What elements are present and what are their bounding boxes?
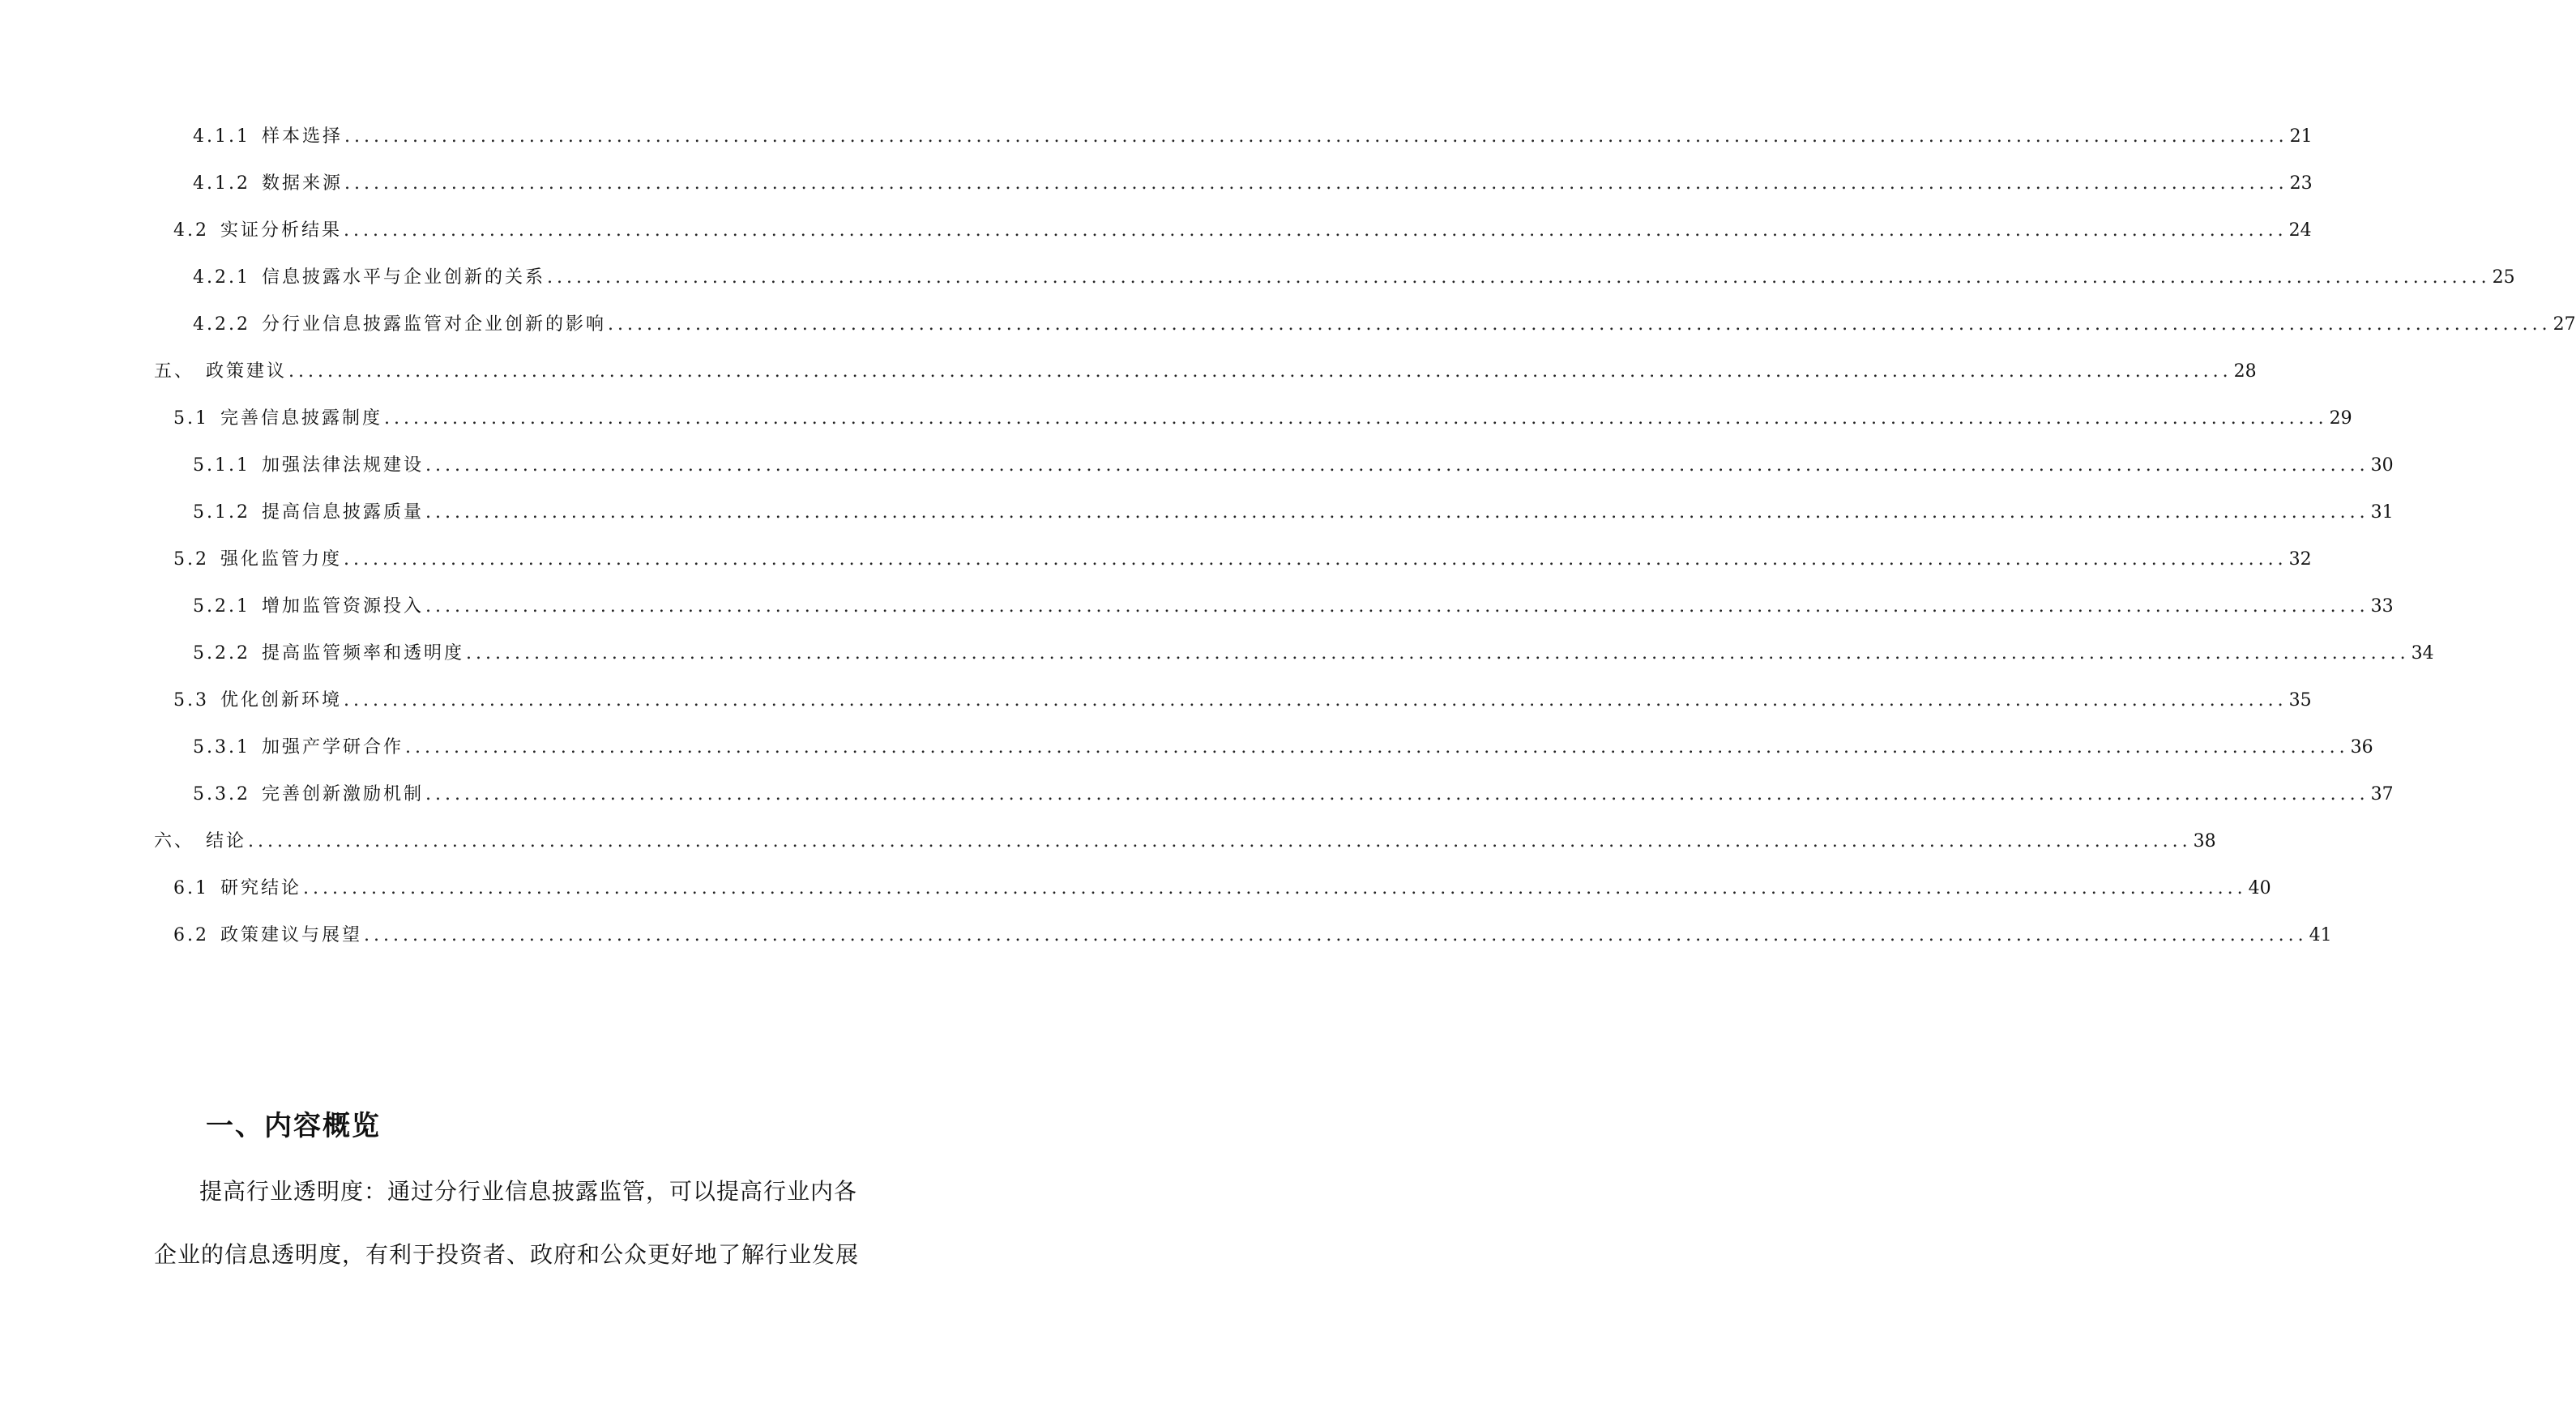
- toc-entry[interactable]: [193, 254, 2515, 288]
- toc-entry-page: 27: [2553, 314, 2576, 335]
- body-paragraph: 提高行业透明度：通过分行业信息披露监管，可以提高行业内各企业的信息透明度，有利于投资者、政府和公众更好地了解行业发展: [154, 1178, 860, 1268]
- toc-entry-number: 5.2: [173, 549, 209, 570]
- toc-leader-dots: ........................................................................................................................................................................................................: [425, 502, 2369, 523]
- toc-entry-title: 加强法律法规建设: [261, 455, 424, 476]
- toc-entry-number: 4.2.1: [193, 267, 250, 288]
- toc-entry-number: 6.1: [173, 878, 209, 898]
- toc-entry-page: 32: [2288, 549, 2312, 570]
- toc-entry-page: 34: [2411, 643, 2434, 664]
- toc-entry[interactable]: [193, 724, 2373, 757]
- toc-entry-number: 4.2.2: [193, 314, 250, 335]
- toc-entry-number: 5.1.1: [193, 455, 250, 476]
- toc-entry-title: 增加监管资源投入: [261, 596, 424, 617]
- toc-leader-dots: ........................................................................................................................................................................................................: [344, 173, 2288, 194]
- toc-entry[interactable]: [173, 395, 2352, 429]
- toc-entry-number: 5.2.2: [193, 643, 250, 664]
- toc-entry-page: 41: [2309, 925, 2332, 945]
- toc-entry-number: 5.3: [173, 690, 209, 710]
- toc-entry-page: 29: [2329, 408, 2352, 429]
- toc-entry-title: 加强产学研合作: [261, 737, 404, 757]
- toc-leader-dots: ........................................................................................................................................................................................................: [344, 220, 2288, 241]
- toc-entry-title: 数据来源: [261, 173, 343, 194]
- toc-entry-page: 21: [2289, 126, 2313, 147]
- toc-entry-number: 4.2: [173, 220, 209, 241]
- toc-entry[interactable]: [193, 771, 2394, 804]
- toc-entry[interactable]: [193, 160, 2313, 194]
- toc-entry-title: 政策建议: [206, 361, 288, 382]
- toc-entry-page: 33: [2370, 596, 2394, 617]
- toc-entry[interactable]: [173, 536, 2312, 570]
- toc-leader-dots: ........................................................................................................................................................................................................: [466, 643, 2410, 664]
- toc-entry-page: 38: [2193, 831, 2216, 851]
- toc-leader-dots: ........................................................................................................................................................................................................: [248, 831, 2192, 851]
- toc-entry[interactable]: [193, 113, 2313, 147]
- toc-entry-title: 强化监管力度: [220, 549, 343, 570]
- toc-entry-number: 六、: [154, 831, 195, 851]
- toc-entry-title: 政策建议与展望: [220, 925, 363, 945]
- toc-entry[interactable]: [173, 207, 2312, 241]
- toc-leader-dots: ........................................................................................................................................................................................................: [344, 549, 2288, 570]
- toc-entry-page: 23: [2289, 173, 2313, 194]
- toc-leader-dots: ........................................................................................................................................................................................................: [303, 878, 2247, 898]
- toc-entry-number: 4.1.1: [193, 126, 250, 147]
- toc-entry-page: 35: [2288, 690, 2312, 710]
- toc-entry[interactable]: [154, 818, 2216, 851]
- toc-leader-dots: ........................................................................................................................................................................................................: [425, 784, 2369, 804]
- toc-entry[interactable]: [173, 677, 2312, 710]
- toc-entry[interactable]: [193, 301, 2576, 335]
- toc-entry-title: 提高监管频率和透明度: [261, 643, 464, 664]
- toc-leader-dots: ........................................................................................................................................................................................................: [608, 314, 2552, 335]
- toc-entry-number: 五、: [154, 361, 195, 382]
- toc-entry[interactable]: [173, 865, 2271, 898]
- toc-entry-title: 研究结论: [220, 878, 302, 898]
- toc-entry-page: 28: [2233, 361, 2257, 382]
- toc-leader-dots: ........................................................................................................................................................................................................: [364, 925, 2308, 945]
- toc-entry[interactable]: [154, 348, 2257, 382]
- toc-entry-number: 5.3.1: [193, 737, 250, 757]
- toc-entry[interactable]: [193, 489, 2394, 523]
- toc-leader-dots: ........................................................................................................................................................................................................: [344, 690, 2288, 710]
- toc-entry-number: 6.2: [173, 925, 209, 945]
- toc-entry[interactable]: [193, 583, 2394, 617]
- toc-entry-page: 30: [2370, 455, 2394, 476]
- toc-entry-page: 40: [2248, 878, 2271, 898]
- toc-entry-title: 实证分析结果: [220, 220, 343, 241]
- toc-entry-title: 优化创新环境: [220, 690, 343, 710]
- toc-entry-page: 36: [2350, 737, 2373, 757]
- toc-entry-title: 提高信息披露质量: [261, 502, 424, 523]
- toc-entry-number: 4.1.2: [193, 173, 250, 194]
- toc-entry-number: 5.1.2: [193, 502, 250, 523]
- toc-entry-number: 5.2.1: [193, 596, 250, 617]
- toc-entry-page: 25: [2492, 267, 2515, 288]
- toc-entry-page: 37: [2370, 784, 2394, 804]
- toc-leader-dots: ........................................................................................................................................................................................................: [288, 361, 2232, 382]
- toc-entry[interactable]: [193, 442, 2394, 476]
- toc-entry-title: 样本选择: [261, 126, 343, 147]
- toc-entry-number: 5.3.2: [193, 784, 250, 804]
- toc-leader-dots: ........................................................................................................................................................................................................: [547, 267, 2491, 288]
- toc-leader-dots: ........................................................................................................................................................................................................: [425, 455, 2369, 476]
- toc-entry[interactable]: [193, 630, 2434, 664]
- toc-entry-title: 结论: [206, 831, 247, 851]
- toc-entry-title: 分行业信息披露监管对企业创新的影响: [261, 314, 606, 335]
- toc-entry-title: 信息披露水平与企业创新的关系: [261, 267, 545, 288]
- toc-entry-page: 24: [2288, 220, 2312, 241]
- toc-entry-page: 31: [2370, 502, 2394, 523]
- toc-entry-number: 5.1: [173, 408, 209, 429]
- toc-leader-dots: ........................................................................................................................................................................................................: [344, 126, 2288, 147]
- toc-leader-dots: ........................................................................................................................................................................................................: [425, 596, 2369, 617]
- toc-leader-dots: ........................................................................................................................................................................................................: [384, 408, 2328, 429]
- toc-entry[interactable]: [173, 912, 2332, 945]
- toc-entry-title: 完善创新激励机制: [261, 784, 424, 804]
- section-heading: 一、内容概览: [206, 1110, 381, 1142]
- toc-leader-dots: ........................................................................................................................................................................................................: [405, 737, 2349, 757]
- toc-entry-title: 完善信息披露制度: [220, 408, 383, 429]
